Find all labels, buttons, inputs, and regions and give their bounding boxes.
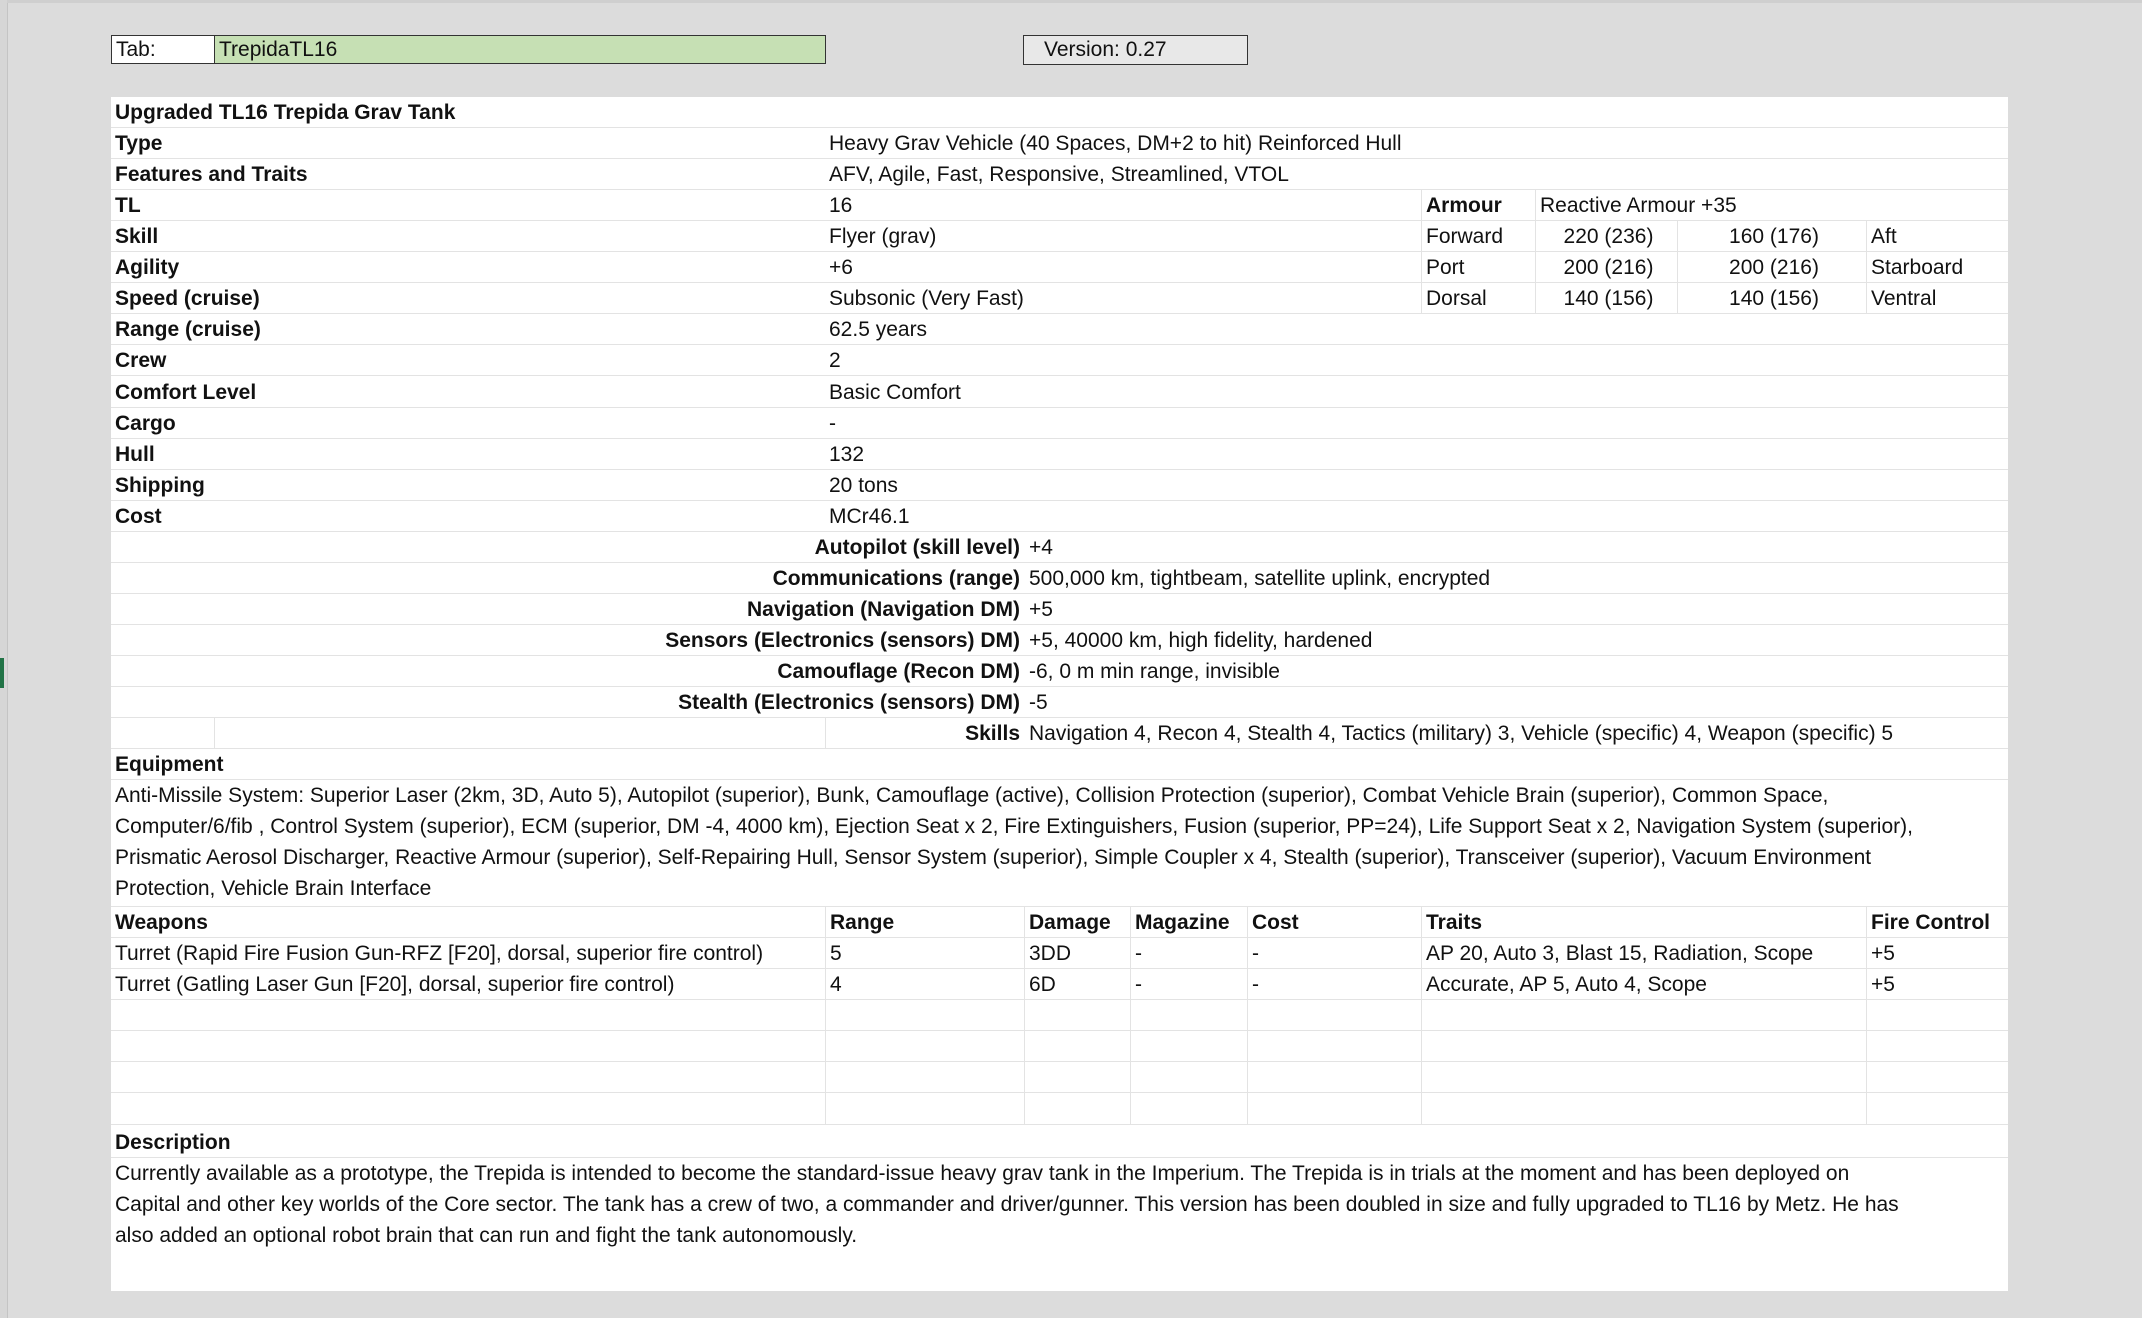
- weapon-row-empty: [111, 1000, 2008, 1031]
- empty-cell[interactable]: [1866, 1093, 2008, 1125]
- empty-cell[interactable]: [825, 1093, 1024, 1125]
- armour-side[interactable]: Ventral: [1866, 283, 2008, 314]
- spec-label[interactable]: Range (cruise): [115, 318, 261, 341]
- empty-cell[interactable]: [1024, 1031, 1130, 1062]
- system-label[interactable]: Camouflage (Recon DM): [777, 660, 1020, 683]
- empty-cell[interactable]: [1247, 1062, 1421, 1093]
- armour-value[interactable]: 220 (236): [1535, 221, 1677, 252]
- armour-value[interactable]: 200 (216): [1677, 252, 1866, 283]
- spec-label[interactable]: Cost: [115, 505, 162, 528]
- weapons-col-header[interactable]: Traits: [1421, 907, 1866, 938]
- sheet-top-border: [7, 0, 2142, 3]
- armour-type[interactable]: Reactive Armour +35: [1535, 190, 1737, 221]
- system-value[interactable]: 500,000 km, tightbeam, satellite uplink, encrypted: [1029, 567, 1491, 590]
- system-row: [111, 563, 2008, 594]
- armour-side[interactable]: Port: [1421, 252, 1535, 283]
- weapon-cost[interactable]: -: [1247, 938, 1421, 969]
- armour-value[interactable]: 140 (156): [1677, 283, 1866, 314]
- empty-cell[interactable]: [825, 1031, 1024, 1062]
- weapon-range[interactable]: 5: [825, 938, 1024, 969]
- spec-value[interactable]: AFV, Agile, Fast, Responsive, Streamlined, VTOL: [829, 163, 1289, 186]
- system-value[interactable]: -6, 0 m min range, invisible: [1029, 660, 1280, 683]
- spec-row: [111, 314, 2008, 345]
- spec-label[interactable]: Hull: [115, 443, 155, 466]
- system-value[interactable]: -5: [1029, 691, 1048, 714]
- description-heading-row: [111, 1127, 2008, 1158]
- empty-cell[interactable]: [1130, 1031, 1247, 1062]
- equipment-line: Protection, Vehicle Brain Interface: [115, 877, 432, 900]
- weapon-magazine[interactable]: -: [1130, 969, 1247, 1000]
- spec-value[interactable]: Flyer (grav): [829, 225, 937, 248]
- spec-row: [111, 128, 2008, 159]
- weapon-traits[interactable]: Accurate, AP 5, Auto 4, Scope: [1421, 969, 1866, 1000]
- empty-cell[interactable]: [1130, 1000, 1247, 1031]
- system-label[interactable]: Stealth (Electronics (sensors) DM): [678, 691, 1020, 714]
- description-block[interactable]: [111, 1158, 2008, 1268]
- empty-cell[interactable]: [1421, 1000, 1866, 1031]
- system-label[interactable]: Navigation (Navigation DM): [746, 598, 1020, 621]
- spec-label[interactable]: Crew: [115, 349, 167, 372]
- spec-value[interactable]: Subsonic (Very Fast): [829, 287, 1024, 310]
- equipment-heading-row: [111, 749, 2008, 780]
- blank-cell[interactable]: [214, 718, 825, 749]
- weapon-row: [111, 938, 2008, 969]
- weapons-col-header[interactable]: Weapons: [115, 911, 208, 934]
- weapon-traits[interactable]: AP 20, Auto 3, Blast 15, Radiation, Scope: [1421, 938, 1866, 969]
- weapon-row-empty: [111, 1031, 2008, 1062]
- weapon-damage[interactable]: 6D: [1024, 969, 1130, 1000]
- armour-label[interactable]: Armour: [1421, 190, 1535, 221]
- weapon-fire-control[interactable]: +5: [1866, 938, 2008, 969]
- system-row: [111, 594, 2008, 625]
- tab-name-cell[interactable]: TrepidaTL16: [214, 35, 826, 64]
- weapons-col-header[interactable]: Damage: [1024, 907, 1130, 938]
- description-line: Currently available as a prototype, the Trepida is intended to become the standard-issue heavy grav tank in the Imperium. The Trepida is in trials at the moment and has been deployed on: [115, 1162, 1850, 1185]
- spec-label[interactable]: Speed (cruise): [115, 287, 260, 310]
- equipment-line: Anti-Missile System: Superior Laser (2km, 3D, Auto 5), Autopilot (superior), Bunk, Camouflage (active), Collision Protection (superior), Combat Vehicle Brain (superior), Common Space,: [115, 784, 1829, 807]
- description-line: Capital and other key worlds of the Core sector. The tank has a crew of two, a commander and driver/gunner. This version has been doubled in size and fully upgraded to TL16 by Metz. He has: [115, 1193, 1899, 1216]
- spec-label[interactable]: Skill: [115, 225, 159, 248]
- skills-row: [111, 718, 2008, 749]
- version-cell[interactable]: Version: 0.27: [1023, 35, 1248, 65]
- spec-row: [111, 439, 2008, 470]
- spec-row: [111, 190, 2008, 221]
- system-value[interactable]: +5: [1029, 598, 1053, 621]
- empty-cell[interactable]: [1421, 1062, 1866, 1093]
- weapon-name[interactable]: Turret (Gatling Laser Gun [F20], dorsal, superior fire control): [115, 973, 675, 996]
- weapon-row-empty: [111, 1062, 2008, 1093]
- weapon-row: [111, 969, 2008, 1000]
- spec-label[interactable]: Shipping: [115, 474, 205, 497]
- empty-cell[interactable]: [1130, 1062, 1247, 1093]
- empty-cell[interactable]: [825, 1000, 1024, 1031]
- weapons-header-row: [111, 907, 2008, 938]
- equipment-line: Computer/6/fib , Control System (superior), ECM (superior, DM -4, 4000 km), Ejection Seat x 2, Fire Extinguishers, Fusion (superior, PP=24), Life Support Seat x 2, Navigation System (superior),: [115, 815, 1913, 838]
- weapon-damage[interactable]: 3DD: [1024, 938, 1130, 969]
- weapons-col-header[interactable]: Cost: [1247, 907, 1421, 938]
- armour-side[interactable]: Dorsal: [1421, 283, 1535, 314]
- skills-value[interactable]: Navigation 4, Recon 4, Stealth 4, Tactics (military) 3, Vehicle (specific) 4, Weapon (specific) 5: [1029, 722, 1894, 745]
- spec-value[interactable]: 20 tons: [829, 474, 898, 497]
- spec-label[interactable]: TL: [115, 194, 141, 217]
- spec-value[interactable]: MCr46.1: [829, 505, 910, 528]
- empty-cell[interactable]: [1866, 1031, 2008, 1062]
- empty-cell[interactable]: [1024, 1062, 1130, 1093]
- equipment-heading[interactable]: Equipment: [115, 753, 224, 776]
- spec-row: [111, 345, 2008, 376]
- system-label[interactable]: Sensors (Electronics (sensors) DM): [665, 629, 1020, 652]
- spec-row: [111, 221, 2008, 252]
- spec-label[interactable]: Agility: [115, 256, 180, 279]
- equipment-line: Prismatic Aerosol Discharger, Reactive Armour (superior), Self-Repairing Hull, Sensor System (superior), Simple Coupler x 4, Stealth (superior), Transceiver (superior), Vacuum Environment: [115, 846, 1872, 869]
- empty-cell[interactable]: [1866, 1062, 2008, 1093]
- empty-cell[interactable]: [1866, 1000, 2008, 1031]
- weapon-name[interactable]: Turret (Rapid Fire Fusion Gun-RFZ [F20], dorsal, superior fire control): [115, 942, 764, 965]
- system-value[interactable]: +4: [1029, 536, 1053, 559]
- armour-side[interactable]: Forward: [1421, 221, 1535, 252]
- empty-cell[interactable]: [1024, 1000, 1130, 1031]
- weapons-col-header[interactable]: Magazine: [1130, 907, 1247, 938]
- weapon-magazine[interactable]: -: [1130, 938, 1247, 969]
- description-heading[interactable]: Description: [115, 1131, 231, 1154]
- armour-value[interactable]: 160 (176): [1677, 221, 1866, 252]
- armour-value[interactable]: 200 (216): [1535, 252, 1677, 283]
- spec-value[interactable]: 16: [829, 194, 853, 217]
- spec-value[interactable]: Heavy Grav Vehicle (40 Spaces, DM+2 to hit) Reinforced Hull: [829, 132, 1402, 155]
- spec-row: [111, 283, 2008, 314]
- empty-cell[interactable]: [1247, 1000, 1421, 1031]
- equipment-block[interactable]: [111, 780, 2008, 907]
- empty-cell[interactable]: [1421, 1031, 1866, 1062]
- spec-label[interactable]: Cargo: [115, 412, 176, 435]
- spec-row: [111, 159, 2008, 190]
- empty-cell[interactable]: [825, 1062, 1024, 1093]
- empty-cell[interactable]: [1421, 1093, 1866, 1125]
- title-row: [111, 97, 2008, 128]
- description-line: also added an optional robot brain that can run and fight the tank autonomously.: [115, 1224, 858, 1247]
- system-row: [111, 625, 2008, 656]
- spec-label[interactable]: Features and Traits: [115, 163, 308, 186]
- system-row: [111, 656, 2008, 687]
- weapon-range[interactable]: 4: [825, 969, 1024, 1000]
- skills-label[interactable]: Skills: [825, 718, 1025, 749]
- empty-cell[interactable]: [1247, 1093, 1421, 1125]
- system-row: [111, 687, 2008, 718]
- weapon-fire-control[interactable]: +5: [1866, 969, 2008, 1000]
- weapons-col-header[interactable]: Fire Control: [1866, 907, 2008, 938]
- spec-row: [111, 408, 2008, 439]
- vehicle-title[interactable]: Upgraded TL16 Trepida Grav Tank: [115, 101, 456, 124]
- empty-cell[interactable]: [1247, 1031, 1421, 1062]
- system-label[interactable]: Autopilot (skill level): [814, 536, 1020, 559]
- spec-row: [111, 501, 2008, 532]
- spec-value[interactable]: +6: [829, 256, 853, 279]
- spec-value[interactable]: 2: [829, 349, 841, 372]
- system-label[interactable]: Communications (range): [772, 567, 1020, 590]
- weapons-col-header[interactable]: Range: [825, 907, 1024, 938]
- spec-label[interactable]: Type: [115, 132, 163, 155]
- weapon-row-empty: [111, 1093, 2008, 1125]
- armour-side[interactable]: Starboard: [1866, 252, 2008, 283]
- system-row: [111, 532, 2008, 563]
- spec-row: [111, 470, 2008, 501]
- spec-row: [111, 377, 2008, 408]
- spec-value[interactable]: Basic Comfort: [829, 381, 961, 404]
- spec-value[interactable]: 132: [829, 443, 865, 466]
- system-value[interactable]: +5, 40000 km, high fidelity, hardened: [1029, 629, 1373, 652]
- armour-value[interactable]: 140 (156): [1535, 283, 1677, 314]
- spec-label[interactable]: Comfort Level: [115, 381, 257, 404]
- spec-row: [111, 252, 2008, 283]
- spec-value[interactable]: -: [829, 412, 836, 435]
- empty-cell[interactable]: [1024, 1093, 1130, 1125]
- spec-value[interactable]: 62.5 years: [829, 318, 928, 341]
- armour-side[interactable]: Aft: [1866, 221, 2008, 252]
- vehicle-sheet: [111, 97, 2008, 1291]
- empty-cell[interactable]: [1130, 1093, 1247, 1125]
- weapon-cost[interactable]: -: [1247, 969, 1421, 1000]
- tab-label-cell[interactable]: Tab:: [111, 35, 214, 64]
- row-selection-marker: [0, 658, 4, 688]
